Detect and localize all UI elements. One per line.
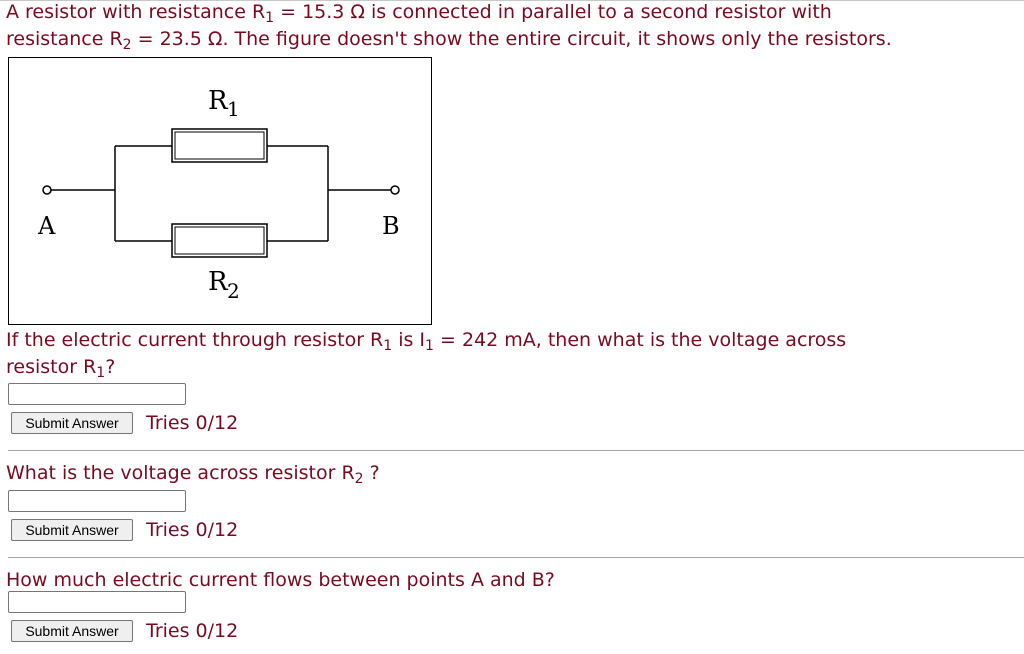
answer-input-2[interactable] xyxy=(8,490,186,512)
submit-answer-button-2[interactable]: Submit Answer xyxy=(11,519,133,541)
tries-counter-1: Tries 0/12 xyxy=(146,412,239,434)
question-3-line-1 xyxy=(6,567,555,594)
question-2-line-1 xyxy=(6,460,380,487)
label-r2: R xyxy=(208,267,228,297)
answer-input-1[interactable] xyxy=(8,383,186,405)
answer-input-3[interactable] xyxy=(8,591,186,613)
circuit-figure xyxy=(8,57,432,325)
section-divider xyxy=(8,557,1024,558)
circuit-diagram xyxy=(9,58,433,326)
tries-counter-3: Tries 0/12 xyxy=(146,620,239,642)
label-point-b: B xyxy=(382,212,400,240)
problem-text-segment: = 23.5 Ω. The figure doesn't show the entire circuit, it shows only the resistors. xyxy=(131,28,892,50)
question-text-segment: is I xyxy=(392,329,426,351)
resistor-r1-inner xyxy=(175,132,264,159)
question-text-segment: How much electric current flows between points A and B? xyxy=(6,569,555,591)
question-1-line-1 xyxy=(6,327,846,354)
tries-counter-2: Tries 0/12 xyxy=(146,519,239,541)
problem-text-segment: A resistor with resistance R xyxy=(6,1,266,23)
submit-answer-button-1[interactable]: Submit Answer xyxy=(11,412,133,434)
question-text-segment: ? xyxy=(105,356,116,378)
question-text-segment: If the electric current through resistor R xyxy=(6,329,384,351)
subscript: 1 xyxy=(425,338,434,354)
label-r2-sub: 2 xyxy=(227,279,240,303)
label-r1-sub: 1 xyxy=(227,97,240,121)
subscript: 1 xyxy=(96,365,106,381)
question-1-line-2 xyxy=(6,354,115,381)
subscript: 1 xyxy=(383,338,393,354)
subscript: 1 xyxy=(265,10,275,26)
question-text-segment: = 242 mA, then what is the voltage across xyxy=(433,329,847,351)
problem-text-segment: = 15.3 Ω is connected in parallel to a second resistor with xyxy=(274,1,832,23)
subscript: 2 xyxy=(354,471,364,487)
question-text-segment: What is the voltage across resistor R xyxy=(6,462,355,484)
terminal-b-icon xyxy=(391,186,399,194)
terminal-a-icon xyxy=(43,186,51,194)
subscript: 2 xyxy=(122,37,132,53)
problem-text-line-2 xyxy=(6,26,892,53)
submit-answer-button-3[interactable]: Submit Answer xyxy=(11,620,133,642)
problem-text-segment: resistance R xyxy=(6,28,123,50)
question-text-segment: ? xyxy=(363,462,380,484)
label-r1: R xyxy=(208,86,228,116)
section-divider xyxy=(8,450,1024,451)
resistor-r2-inner xyxy=(175,227,264,254)
question-text-segment: resistor R xyxy=(6,356,97,378)
label-point-a: A xyxy=(38,212,56,240)
problem-text-line-1 xyxy=(6,0,832,26)
